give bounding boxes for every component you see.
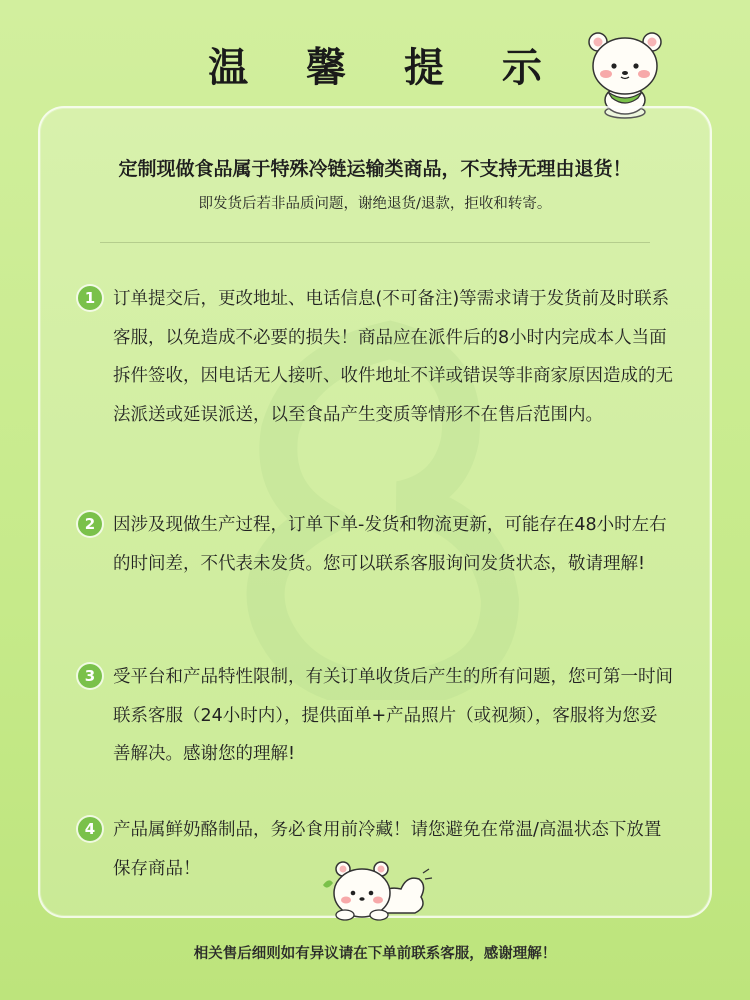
lying-bear-icon [315,855,435,921]
notice-item-text: 产品属鲜奶酪制品，务必食用前冷藏！请您避免在常温/高温状态下放置保存商品！ [113,820,662,879]
footer-note: 相关售后细则如有异议请在下单前联系客服，感谢理解！ [193,946,557,962]
notice-item-text: 订单提交后，更改地址、电话信息(不可备注)等需求请于发货前及时联系客服，以免造成不必要的损失！商品应在派件后的8小时内完成本人当面拆件签收，因电话无人接听、收件地址不详或错误等非商家原因造成的无法派送或延误派送，以至食品产生变质等情形不在售后范围内。 [113,289,673,425]
number-badge: 4 [78,817,102,841]
divider [100,242,650,243]
number-badge: 3 [78,664,102,688]
number-badge: 2 [78,512,102,536]
subline-text: 即发货后若非品质问题，谢绝退货/退款，拒收和转寄。 [198,196,552,212]
notice-item-text: 因涉及现做生产过程，订单下单-发货和物流更新，可能存在48小时左右的时间差，不代表未发货。您可以联系客服询问发货状态，敬请理解! [113,515,667,574]
number-badge: 1 [78,286,102,310]
notice-item-text: 受平台和产品特性限制，有关订单收货后产生的所有问题，您可第一时间联系客服（24小时内），提供面单+产品照片（或视频），客服将为您妥善解决。感谢您的理解! [113,667,673,764]
headline-text: 定制现做食品属于特殊冷链运输类商品，不支持无理由退货！ [118,158,632,180]
page-title: 温 馨 提 示 [208,45,564,91]
